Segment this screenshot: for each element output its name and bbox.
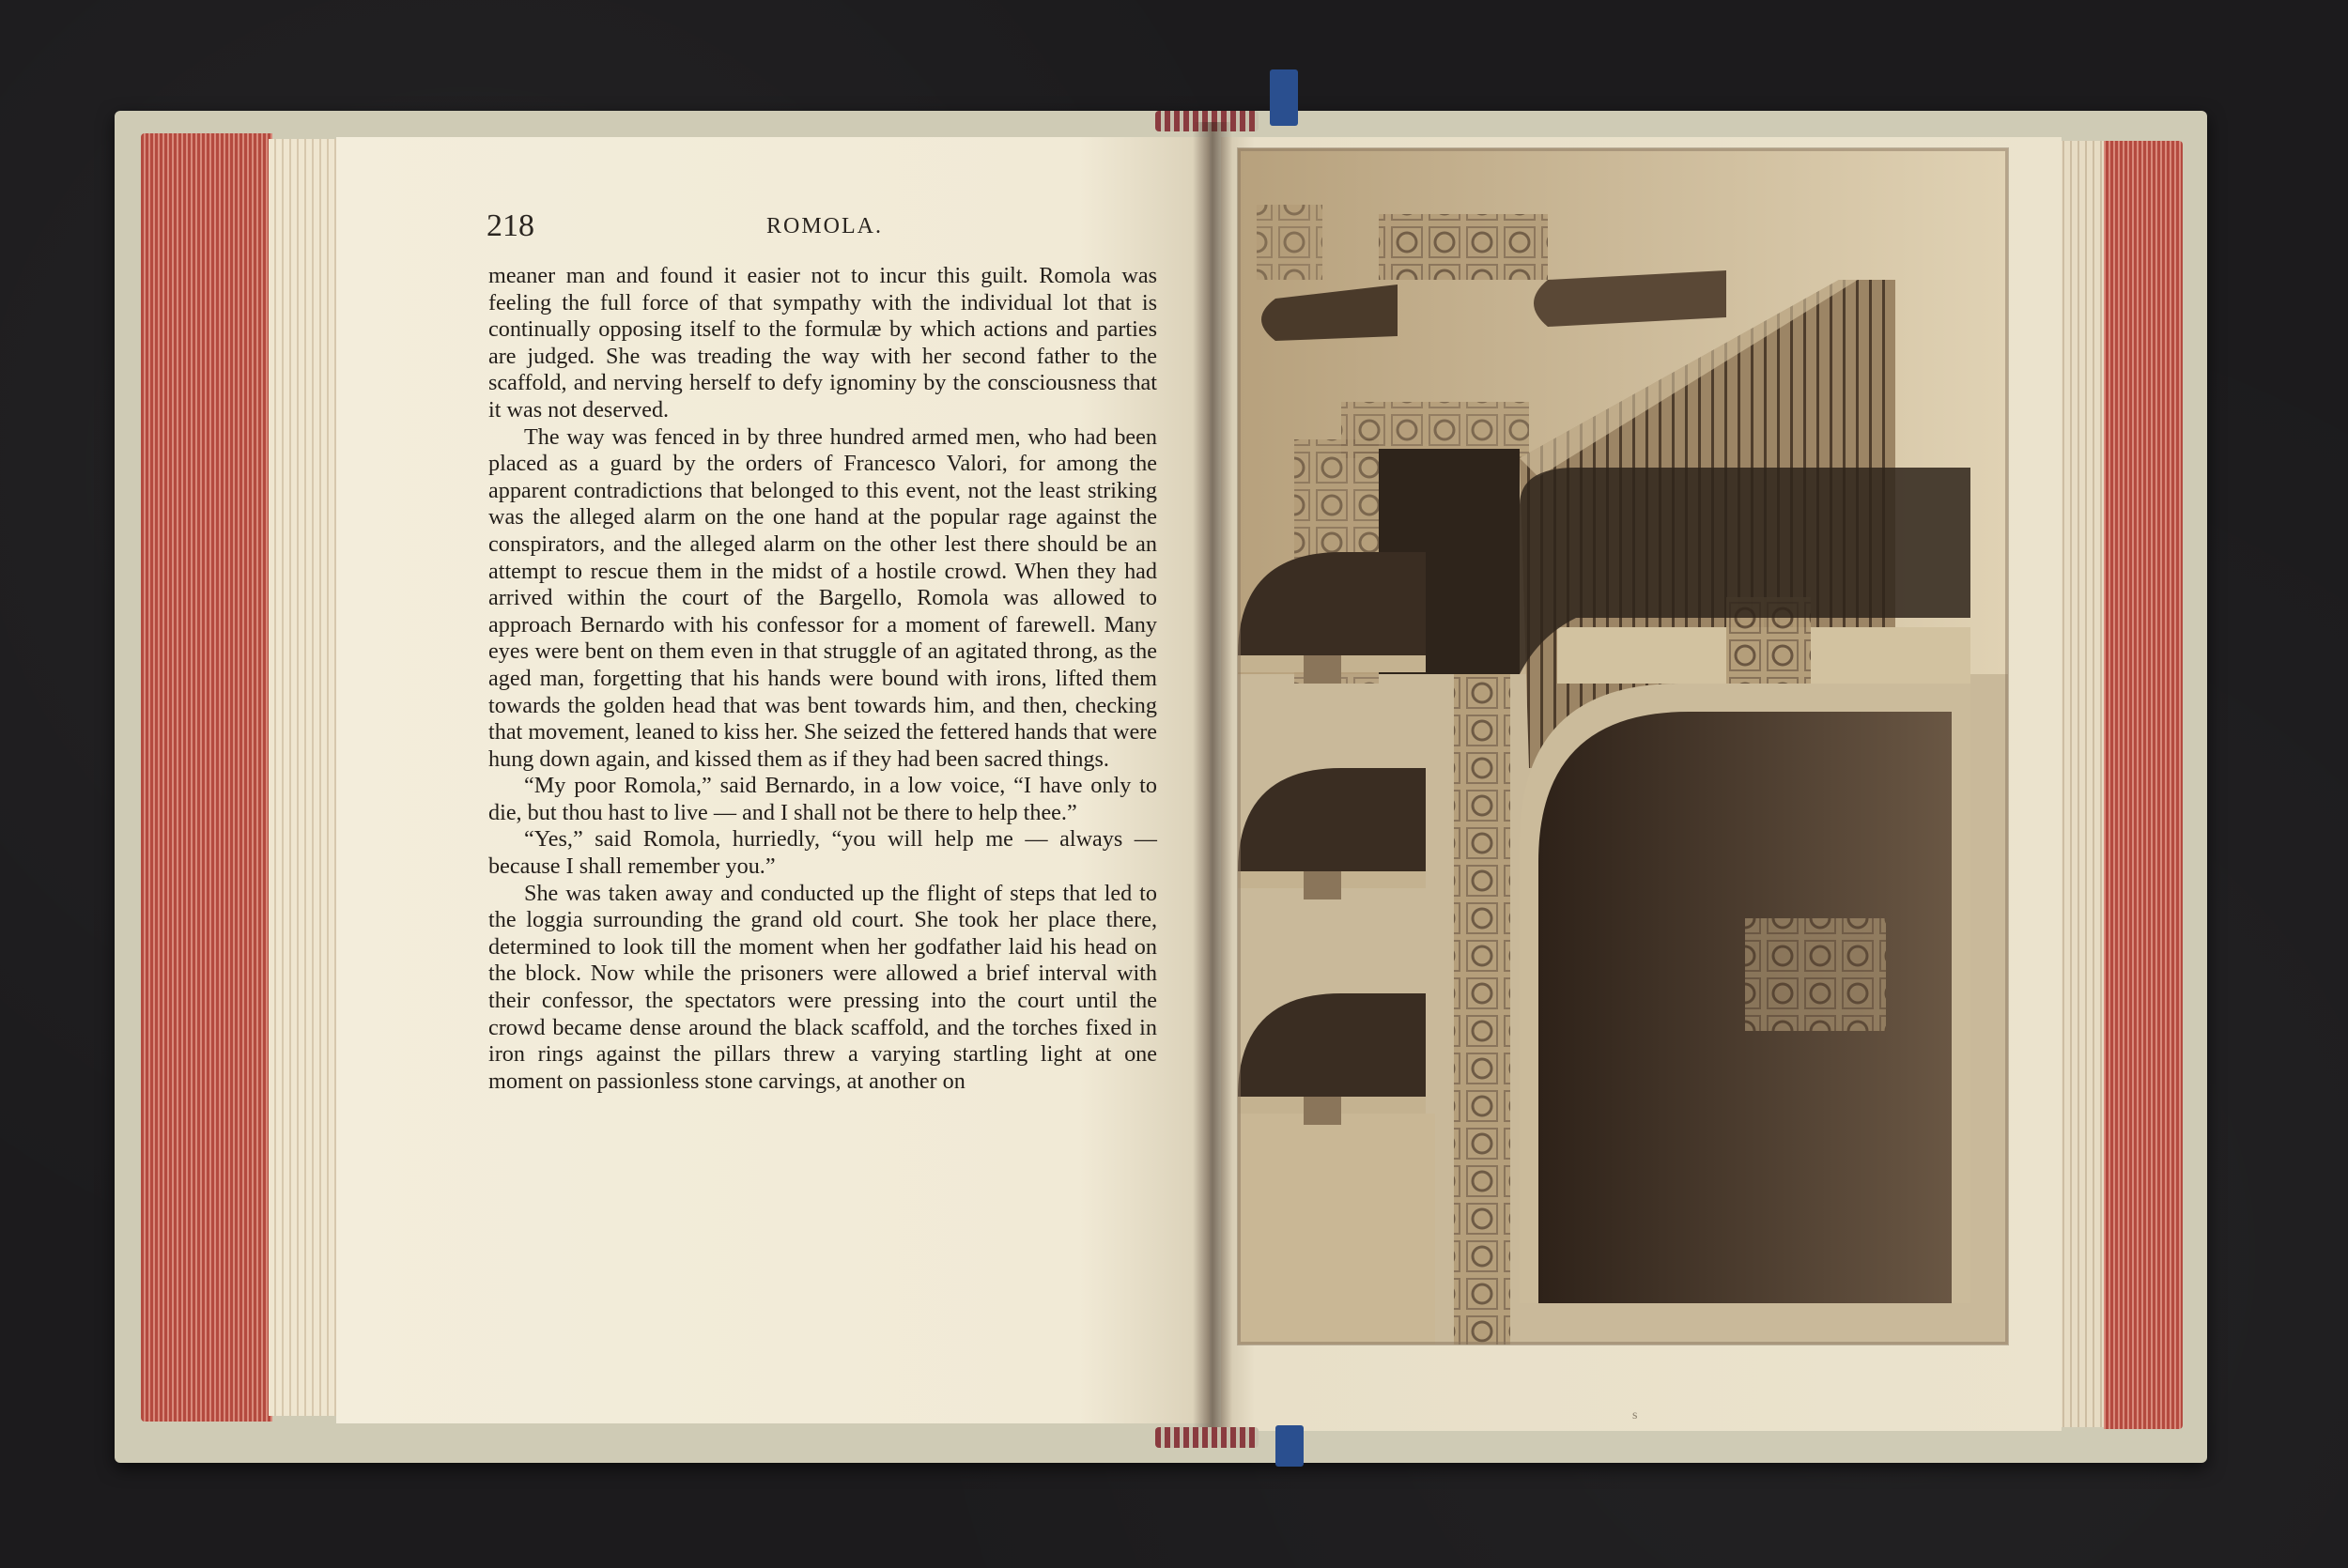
running-title: ROMOLA. — [766, 214, 884, 238]
page-edges-right — [2104, 141, 2183, 1429]
paragraph: The way was fenced in by three hundred armed men, who had been placed as a guard by the orders of Francesco Valori, for among the apparent contradictions that belonged to this event, not the least striking was the alleged alarm on the one hand at the popular rage against the conspirators, and the alleged alarm on the other lest there should be an attempt to rescue them in the midst of a hostile crowd. When they had arrived within the court of the Bargello, Romola was allowed to approach Bernardo with his confessor for a moment of farewell. Many eyes were bent on them even in that struggle of an agitated throng, as the aged man, forgetting that his hands were bound with irons, lifted them towards the golden head that was bent towards him, and then, checking that movement, leaned to kiss her. She seized the fettered hands that were hung down again, and kissed them as if they had been sacred things. — [488, 423, 1157, 772]
paragraph: “My poor Romola,” said Bernardo, in a low voice, “I have only to die, but thou hast to live — and I shall not be there to help thee.” — [488, 773, 1157, 825]
photograph-plate — [1238, 148, 2008, 1345]
body-text — [488, 263, 1157, 1095]
bookmark-ribbon-bottom — [1275, 1425, 1304, 1467]
paragraph: meaner man and found it easier not to incur this guilt. Romola was feeling the full force of that sympathy with the individual lot that is continually opposing itself to the formulæ by which actions and parties are judged. She was treading the way with her second father to the scaffold, and nerving herself to defy ignominy by the consciousness that it was not deserved. — [488, 263, 1157, 423]
paragraph: She was taken away and conducted up the flight of steps that led to the loggia surrounding the grand old court. She took her place there, determined to look till the moment when her godfather laid his head on the block. Now while the prisoners were allowed a brief interval with their confessor, the spectators were pressing into the court until the crowd became dense around the black scaffold, and the torches fixed in iron rings against the pillars threw a varying startling light at one moment on passionless stone carvings, at another on — [488, 880, 1157, 1094]
bookmark-ribbon-top — [1270, 69, 1298, 126]
page-edges-left — [141, 133, 272, 1422]
leaf-stack-right — [2057, 141, 2104, 1427]
paragraph: “Yes,” said Romola, hurriedly, “you will help me — always — because I shall remember you.” — [488, 826, 1157, 880]
tailband — [1155, 1427, 1259, 1448]
page-number: 218 — [487, 208, 534, 243]
leaf-stack-left — [269, 139, 338, 1416]
foot-mark: s — [1632, 1408, 1638, 1422]
running-head — [487, 208, 1163, 246]
courtyard-photograph — [1238, 148, 2008, 1345]
gutter-shadow — [1193, 122, 1232, 1437]
